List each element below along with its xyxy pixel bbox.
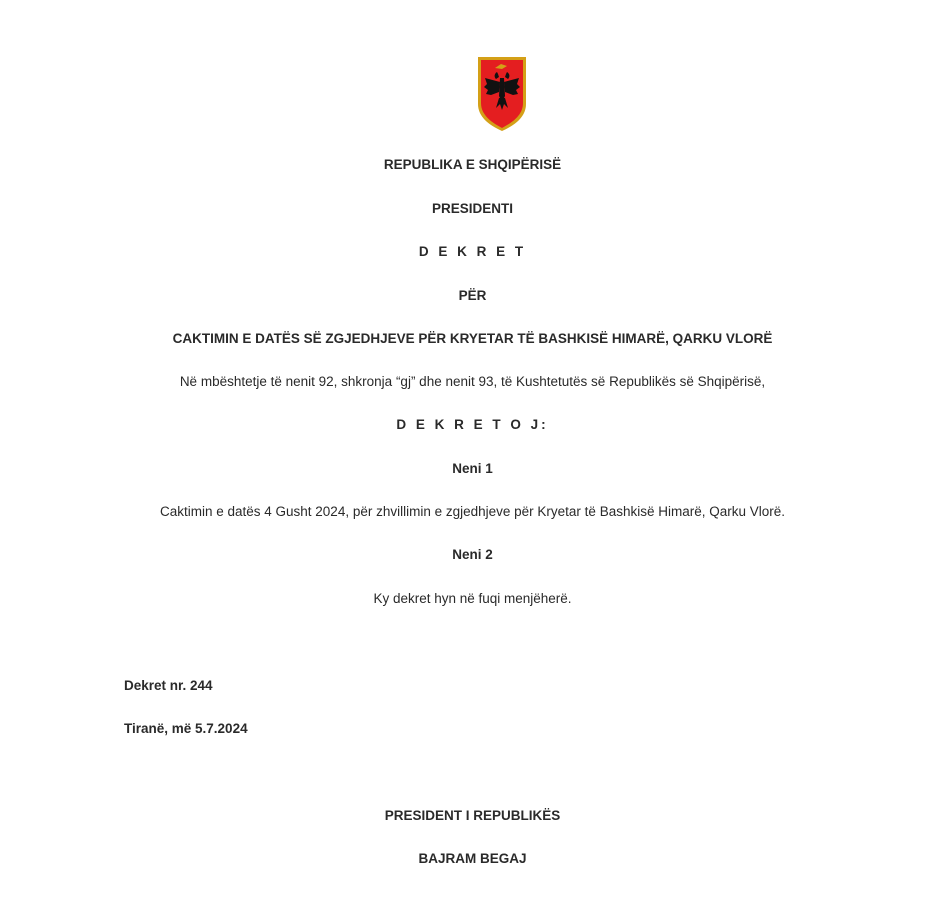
institution-heading: PRESIDENTI [431,201,513,216]
signatory-name: BAJRAM BEGAJ [418,851,527,866]
article-1-text: Caktimin e datës 4 Gusht 2024, për zhvillimin e zgjedhjeve për Kryetar të Bashkisë Himarë, Qarku Vlorë. [159,504,786,519]
article-1-title: Neni 1 [452,461,493,476]
article-2-title: Neni 2 [452,547,493,562]
decree-number: Dekret nr. 244 [124,678,213,693]
signatory-title: PRESIDENT I REPUBLIKËS [384,808,561,823]
decree-type: D E K R E T [418,244,527,259]
article-2-text: Ky dekret hyn në fuqi menjëherë. [373,591,572,606]
decree-subject: CAKTIMIN E DATËS SË ZGJEDHJEVE PËR KRYETAR TË BASHKISË HIMARË, QARKU VLORË [172,331,773,346]
country-heading: REPUBLIKA E SHQIPËRISË [383,157,562,172]
decree-verb: D E K R E T O J: [396,417,549,432]
place-date: Tiranë, më 5.7.2024 [124,721,248,736]
decree-for: PËR [458,288,487,303]
albanian-coat-of-arms-icon [475,54,529,132]
legal-basis: Në mbështetje të nenit 92, shkronja “gj” dhe nenit 93, të Kushtetutës së Republikës së Shqipërisë, [179,374,766,389]
